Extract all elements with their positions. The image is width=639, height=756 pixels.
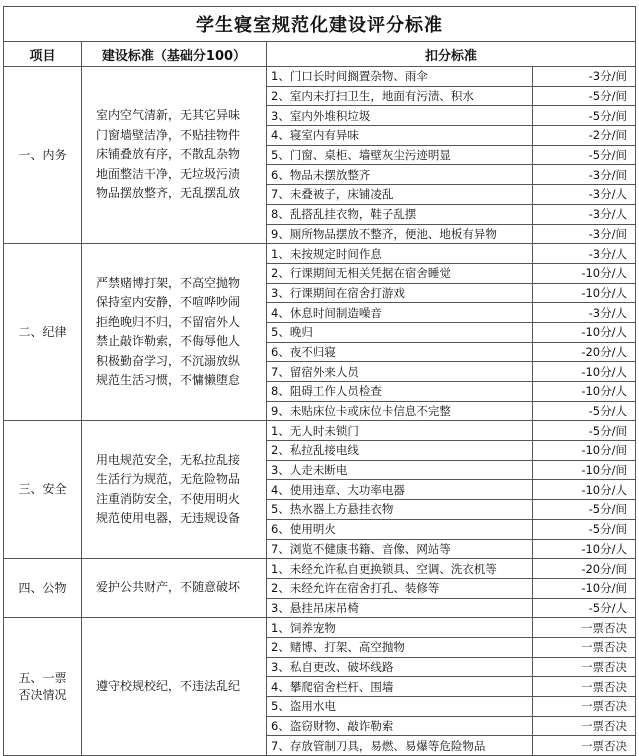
deduction-item: 3、行课期间在宿舍打游戏 bbox=[267, 283, 533, 303]
deduction-item: 3、悬挂吊床吊椅 bbox=[267, 598, 533, 618]
standard-line: 地面整洁干净，无垃圾污渍 bbox=[96, 166, 241, 181]
deduction-points: 一票否决 bbox=[533, 736, 636, 756]
deduction-points: -5分/间 bbox=[533, 86, 636, 106]
deduction-points: -10分/间 bbox=[533, 441, 636, 461]
deduction-points: 一票否决 bbox=[533, 637, 636, 657]
deduction-points: -5分/间 bbox=[533, 145, 636, 165]
standard-line: 爱护公共财产，不随意破坏 bbox=[96, 580, 241, 595]
header-row bbox=[4, 42, 636, 67]
deduction-row bbox=[4, 618, 636, 638]
deduction-points: -10分/间 bbox=[533, 460, 636, 480]
deduction-points: -3分/人 bbox=[533, 303, 636, 323]
deduction-item: 2、赌博、打架、高空抛物 bbox=[267, 637, 533, 657]
deduction-points: -2分/间 bbox=[533, 126, 636, 146]
deduction-row bbox=[4, 67, 636, 87]
section-name: 三、安全 bbox=[4, 421, 82, 559]
deduction-item: 5、热水器上方悬挂衣物 bbox=[267, 500, 533, 520]
deduction-points: -10分/间 bbox=[533, 578, 636, 598]
deduction-item: 7、浏览不健康书籍、音像、网站等 bbox=[267, 539, 533, 559]
deduction-points: -3分/间 bbox=[533, 165, 636, 185]
deduction-points: -5分/间 bbox=[533, 519, 636, 539]
deduction-item: 4、寝室内有异味 bbox=[267, 126, 533, 146]
standard-line: 保持室内安静，不喧哗吵闹 bbox=[96, 295, 241, 310]
deduction-item: 6、盗窃财物、敲诈勒索 bbox=[267, 716, 533, 736]
deduction-item: 1、饲养宠物 bbox=[267, 618, 533, 638]
section-name: 一、内务 bbox=[4, 67, 82, 244]
standard-line: 禁止敲诈勒索，不侮辱他人 bbox=[96, 334, 241, 349]
section-name: 四、公物 bbox=[4, 559, 82, 618]
standard-line: 规范使用电器，无违规设备 bbox=[96, 511, 241, 526]
section-name bbox=[4, 618, 82, 756]
deduction-item: 1、未经允许私自更换锁具、空调、洗衣机等 bbox=[267, 559, 533, 579]
page-title: 学生寝室规范化建设评分标准 bbox=[4, 7, 636, 42]
deduction-points: 一票否决 bbox=[533, 657, 636, 677]
deduction-points: -10分/人 bbox=[533, 263, 636, 283]
standard-line: 积极勤奋学习，不沉溺放纵 bbox=[96, 353, 241, 368]
standard-line: 物品摆放整齐，无乱摆乱放 bbox=[96, 186, 241, 201]
deduction-item: 2、未经允许在宿舍打孔、装修等 bbox=[267, 578, 533, 598]
header-standard: 建设标准（基础分100） bbox=[82, 42, 267, 67]
section-standard bbox=[82, 618, 267, 756]
deduction-item: 5、门窗、桌柜、墙壁灰尘污迹明显 bbox=[267, 145, 533, 165]
deduction-points: -5分/人 bbox=[533, 598, 636, 618]
deduction-item: 3、私自更改、破坏线路 bbox=[267, 657, 533, 677]
deduction-item: 3、人走未断电 bbox=[267, 460, 533, 480]
deduction-item: 6、使用明火 bbox=[267, 519, 533, 539]
deduction-points: -3分/人 bbox=[533, 185, 636, 205]
deduction-points: 一票否决 bbox=[533, 716, 636, 736]
deduction-item: 7、存放管制刀具，易燃、易爆等危险物品 bbox=[267, 736, 533, 756]
deduction-points: -10分/人 bbox=[533, 362, 636, 382]
deduction-item: 5、晚归 bbox=[267, 322, 533, 342]
deduction-row bbox=[4, 421, 636, 441]
standard-line: 规范生活习惯，不慵懒堕怠 bbox=[96, 373, 241, 388]
deduction-item: 1、未按规定时间作息 bbox=[267, 244, 533, 264]
deduction-item: 7、留宿外来人员 bbox=[267, 362, 533, 382]
deduction-points: -10分/人 bbox=[533, 382, 636, 402]
standard-line: 拒绝晚归不归，不留宿外人 bbox=[96, 314, 241, 329]
deduction-item: 2、行课期间无相关凭据在宿舍睡觉 bbox=[267, 263, 533, 283]
deduction-points: -3分/间 bbox=[533, 224, 636, 244]
deduction-item: 2、室内未打扫卫生，地面有污渍、积水 bbox=[267, 86, 533, 106]
deduction-item: 4、攀爬宿舍栏杆、围墙 bbox=[267, 677, 533, 697]
deduction-points: -20分/间 bbox=[533, 559, 636, 579]
deduction-item: 9、厕所物品摆放不整齐，便池、地板有异物 bbox=[267, 224, 533, 244]
standard-line: 门窗墙壁洁净，不贴挂物件 bbox=[96, 127, 241, 142]
deduction-row bbox=[4, 244, 636, 264]
deduction-points: -10分/人 bbox=[533, 539, 636, 559]
deduction-item: 5、盗用水电 bbox=[267, 697, 533, 717]
deduction-points: -5分/间 bbox=[533, 421, 636, 441]
deduction-points: -10分/人 bbox=[533, 480, 636, 500]
standard-line: 生活行为规范，无危险物品 bbox=[96, 472, 241, 487]
deduction-points: -20分/人 bbox=[533, 342, 636, 362]
deduction-points: -5分/人 bbox=[533, 401, 636, 421]
section-standard bbox=[82, 421, 267, 559]
header-deduction: 扣分标准 bbox=[267, 42, 636, 67]
deduction-points: -3分/人 bbox=[533, 244, 636, 264]
standard-line: 遵守校规校纪，不违法乱纪 bbox=[96, 678, 241, 693]
deduction-item: 1、门口长时间搁置杂物、雨伞 bbox=[267, 67, 533, 87]
deduction-points: 一票否决 bbox=[533, 697, 636, 717]
section-standard bbox=[82, 67, 267, 244]
section-name: 二、纪律 bbox=[4, 244, 82, 421]
title-row bbox=[4, 7, 636, 42]
standard-line: 严禁赌博打架，不高空抛物 bbox=[96, 275, 241, 290]
header-project: 项目 bbox=[4, 42, 82, 67]
section-standard bbox=[82, 244, 267, 421]
deduction-item: 8、乱搭乱挂衣物，鞋子乱摆 bbox=[267, 204, 533, 224]
deduction-row bbox=[4, 559, 636, 579]
section-standard bbox=[82, 559, 267, 618]
section-name-line: 五、一票 bbox=[18, 670, 67, 685]
deduction-item: 6、物品未摆放整齐 bbox=[267, 165, 533, 185]
deduction-item: 2、私拉乱接电线 bbox=[267, 441, 533, 461]
standard-line: 注重消防安全，不使用明火 bbox=[96, 491, 241, 506]
standard-line: 用电规范安全，无私拉乱接 bbox=[96, 452, 241, 467]
deduction-item: 7、未叠被子，床铺凌乱 bbox=[267, 185, 533, 205]
deduction-points: -3分/间 bbox=[533, 67, 636, 87]
standard-line: 室内空气清新，无其它异味 bbox=[96, 108, 241, 123]
deduction-points: -10分/人 bbox=[533, 322, 636, 342]
deduction-points: 一票否决 bbox=[533, 618, 636, 638]
deduction-points: -5分/间 bbox=[533, 106, 636, 126]
scoring-standard-sheet bbox=[3, 6, 635, 753]
deduction-item: 9、未贴床位卡或床位卡信息不完整 bbox=[267, 401, 533, 421]
deduction-points: -5分/间 bbox=[533, 500, 636, 520]
deduction-item: 6、夜不归寝 bbox=[267, 342, 533, 362]
deduction-points: -3分/人 bbox=[533, 204, 636, 224]
standard-line: 床铺叠放有序，不散乱杂物 bbox=[96, 147, 241, 162]
deduction-item: 1、无人时未锁门 bbox=[267, 421, 533, 441]
deduction-item: 8、阻碍工作人员检查 bbox=[267, 382, 533, 402]
deduction-item: 3、室内外堆积垃圾 bbox=[267, 106, 533, 126]
deduction-item: 4、使用违章、大功率电器 bbox=[267, 480, 533, 500]
section-name-line: 否决情况 bbox=[18, 687, 67, 702]
scoring-standard-table bbox=[3, 6, 636, 756]
deduction-points: 一票否决 bbox=[533, 677, 636, 697]
deduction-points: -10分/人 bbox=[533, 283, 636, 303]
deduction-item: 4、休息时间制造噪音 bbox=[267, 303, 533, 323]
